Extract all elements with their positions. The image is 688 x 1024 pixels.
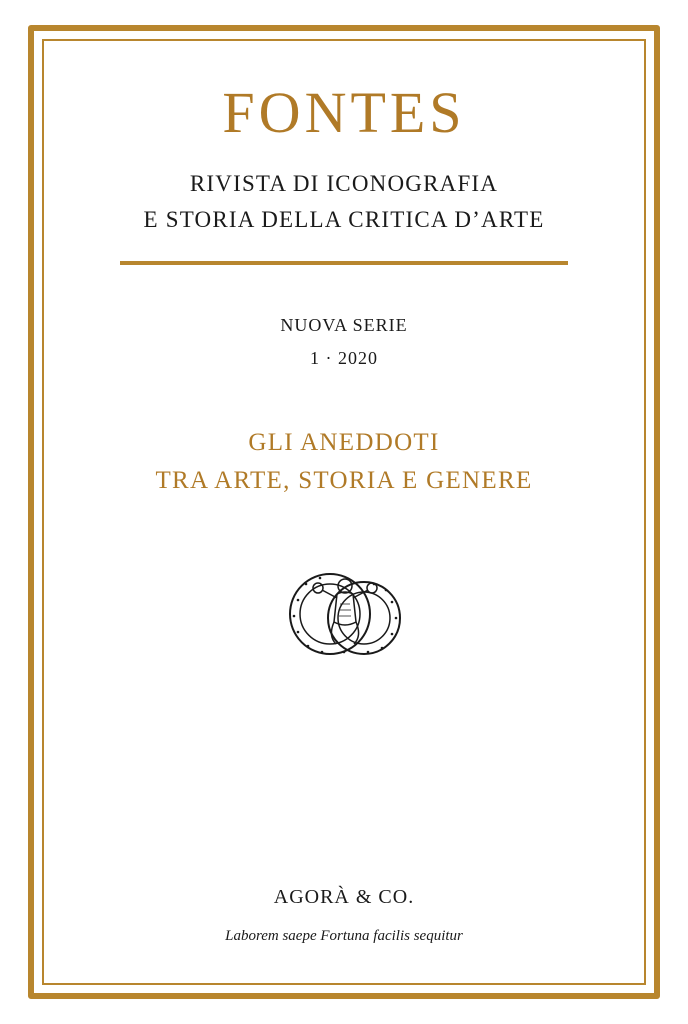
journal-subtitle [0, 166, 688, 238]
publisher-motto: Laborem saepe Fortuna facilis sequitur [225, 928, 463, 944]
series-label: NUOVA SERIE [280, 315, 408, 335]
journal-title: FONTES [222, 80, 466, 145]
ouroboros-emblem-icon [282, 560, 408, 668]
subtitle-line-1: RIVISTA DI ICONOGRAFIA [189, 171, 499, 196]
theme-line-1: GLI ANEDDOTI [248, 429, 440, 456]
subtitle-line-2: E STORIA DELLA CRITICA D’ARTE [143, 207, 545, 232]
series-info [0, 309, 688, 375]
theme-line-2: TRA ARTE, STORIA E GENERE [155, 467, 533, 494]
issue-theme [0, 424, 688, 500]
divider-rule [120, 261, 568, 265]
publisher-name: AGORÀ & CO. [273, 886, 415, 908]
issue-number: 1 · 2020 [310, 348, 378, 368]
